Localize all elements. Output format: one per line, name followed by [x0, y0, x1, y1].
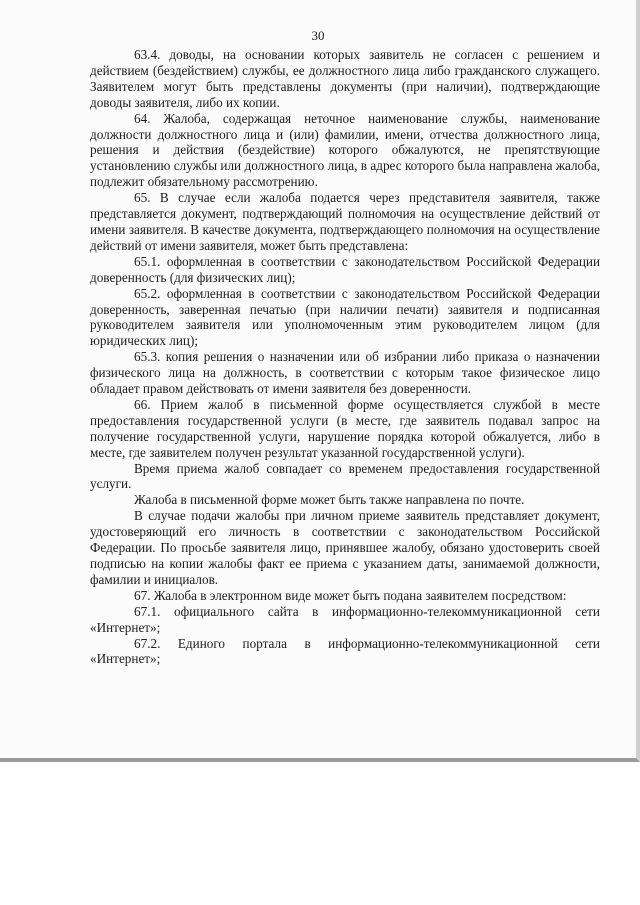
paragraph-67-1: 67.1. официального сайта в информационно-телекоммуникационной сети «Интернет»;: [90, 603, 600, 635]
paragraph-66: 66. Прием жалоб в письменной форме осуществляется службой в месте предоставления государственной услуги (в месте, где заявитель подавал запрос на получение государственной услуги, нарушение порядка которой обжалуется, либо в месте, где заявителем получен результат указанной государственной услуги).: [90, 396, 600, 460]
paragraph-65-1: 65.1. оформленная в соответствии с законодательством Российской Федерации доверенность (для физических лиц);: [90, 253, 600, 285]
paragraph-65-3: 65.3. копия решения о назначении или об избрании либо приказа о назначении физического лица на должность, в соответствии с которым такое физическое лицо обладает правом действовать от имени заявителя без доверенности.: [90, 349, 600, 397]
paragraph-67-2: 67.2. Единого портала в информационно-телекоммуникационной сети «Интернет»;: [90, 635, 600, 667]
paragraph-66-personal: В случае подачи жалобы при личном приеме заявитель представляет документ, удостоверяющий его личность в соответствии с законодательством Российской Федерации. По просьбе заявителя лицо, принявшее жалобу, обязано удостоверить своей подписью на копии жалобы факт ее приема с указанием даты, занимаемой должности, фамилии и инициалов.: [90, 508, 600, 587]
paragraph-66-mail: Жалоба в письменной форме может быть также направлена по почте.: [134, 492, 525, 508]
page-number: 30: [311, 28, 325, 43]
blank-area: [0, 762, 640, 905]
document-body: [90, 47, 600, 667]
paragraph-67: 67. Жалоба в электронном виде может быть подана заявителем посредством:: [134, 587, 567, 603]
paragraph-66-time: Время приема жалоб совпадает со временем предоставления государственной услуги.: [90, 460, 600, 492]
paragraph-65: 65. В случае если жалоба подается через представителя заявителя, также представляется документ, подтверждающий полномочия на осуществление действий от имени заявителя. В качестве документа, подтверждающего полномочия на осуществление действий от имени заявителя, может быть представлена:: [90, 190, 600, 253]
paragraph-64: 64. Жалоба, содержащая неточное наименование службы, наименование должности должностного лица и (или) фамилии, имени, отчества должностного лица, решения и действия (бездействие) которого обжалуются, не препятствующие установлению службы или должностного лица, в адрес которого была направлена жалоба, подлежит обязательному рассмотрению.: [90, 110, 600, 190]
paragraph-65-2: 65.2. оформленная в соответствии с законодательством Российской Федерации доверенность, заверенная печатью (при наличии печати) заявителя и подписанная руководителем заявителя или уполномоченным этим руководителем лицом (для юридических лиц);: [90, 285, 600, 349]
paragraph-63-4: 63.4. доводы, на основании которых заявитель не согласен с решением и действием (бездействием) службы, ее должностного лица либо гражданского служащего. Заявителем могут быть представлены документы (при наличии), подтверждающие доводы заявителя, либо их копии.: [90, 47, 600, 110]
